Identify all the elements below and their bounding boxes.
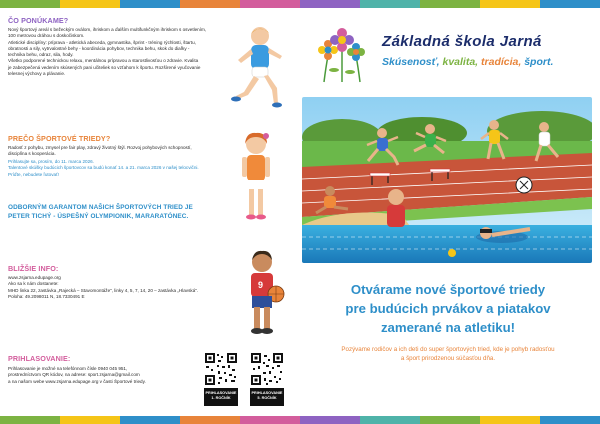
text-line: MHD linka 22, zastávka „Rajecká – Stavomontáže", linky 4, 5, 7, 14, 20 – zastávka „Hlavská".	[8, 287, 199, 293]
text-line: Radosť z pohybu, zmysel pre fair play, zdravý životný štýl. Rozvoj pohybových schopností,	[8, 145, 192, 150]
text-line: disciplína s kooperácia.	[8, 151, 56, 157]
info-title: BLIŽŠIE INFO:	[8, 264, 59, 273]
stripe-segment	[300, 0, 360, 8]
text-line: pre budúcich prvákov a piatakov	[345, 301, 551, 316]
why-text	[8, 145, 228, 158]
text-line: Všetko podporené technickou relaxu, mentálnou prípravou a starostlivosťou o zdravie. Kvalita	[8, 58, 199, 64]
stripe-segment	[120, 0, 180, 8]
text-line: Prihlasujte sa, prosím, do 11. marca 2026.	[8, 159, 94, 164]
info-text	[8, 275, 228, 300]
text-line: prostredníctvom QR kódov, na adrese: sport.zsjarna@gmail.com	[8, 372, 140, 378]
text-line: Atletické disciplíny: príprava - atletická abeceda, gymnastika, šprint - tréning rýchlosti, štartu,	[8, 39, 196, 45]
qr-label-first-grade: PRIHLASOVANIE 1. ROČNÍK	[204, 388, 238, 406]
text-line: Príďte, nebudete ľutovať!	[8, 171, 60, 177]
running-boy-illustration	[226, 24, 292, 110]
why-title: PREČO ŠPORTOVÉ TRIEDY?	[8, 134, 111, 143]
stripe-segment	[180, 0, 240, 8]
stripe-segment	[0, 416, 60, 424]
stripe-segment	[360, 416, 420, 424]
top-color-stripe	[0, 0, 600, 8]
text-line: obratnosti a sily, vytrvalostné behy - koordinácia pohybov, technika behu, skok do diaľky -	[8, 45, 190, 51]
athletics-illustration	[302, 97, 592, 263]
stripe-segment	[180, 416, 240, 424]
qr-code-first-grade[interactable]	[204, 352, 238, 386]
stripe-segment	[240, 416, 300, 424]
stripe-segment	[480, 0, 540, 8]
text-line: Talentové skúšky budúcich športovcov sa budú konať 14. a 21. marca 2026 v našej telocvični.	[8, 165, 199, 171]
text-line: PETER TICHÝ - ÚSPEŠNÝ OLYMPIONIK, MARARATÓNEC.	[8, 213, 189, 220]
text-line: Nový športový areál s bežeckým oválom, ihriskom a ďalším multifunkčným ihriskom s osvetlením,	[8, 27, 207, 32]
headline	[306, 280, 590, 337]
stripe-segment	[360, 0, 420, 8]
stripe-segment	[480, 416, 540, 424]
apply-text	[8, 366, 198, 385]
text-line: a šport prirodzenou súčasťou dňa.	[400, 355, 496, 362]
text-line: je zabezpečená vedením skúsených pani učiteliek so vzťahom k športu. Rozšírené vyučovanie	[8, 64, 201, 70]
offer-text	[8, 27, 228, 77]
school-name: Základná škola Jarná	[382, 33, 542, 50]
text-line: technika behu, odraz, sila, hody.	[8, 52, 74, 58]
text-line: ODBORNÝM GARANTOM NAŠICH ŠPORTOVÝCH TRIED JE	[8, 204, 193, 211]
why-highlight	[8, 159, 238, 178]
stripe-segment	[300, 416, 360, 424]
svg-text:9: 9	[258, 280, 264, 290]
stripe-segment	[540, 416, 600, 424]
offer-title: ČO PONÚKAME?	[8, 16, 69, 25]
invitation-text	[310, 345, 586, 363]
bottom-color-stripe	[0, 416, 600, 424]
qr-code-fifth-grade[interactable]	[250, 352, 284, 386]
basketball-boy-illustration	[238, 248, 288, 338]
stripe-segment	[120, 416, 180, 424]
school-motto	[382, 56, 553, 68]
stripe-segment	[240, 0, 300, 8]
apply-title: PRIHLASOVANIE:	[8, 354, 71, 363]
stripe-segment	[420, 416, 480, 424]
text-line: Pozývame rodičov a ich deti do super športových tried, kde je pohyb radosťou	[341, 346, 555, 353]
text-line: Poloha: 49.2098011 N, 18.7330491 E	[8, 293, 85, 299]
text-line: Prihlasovanie je možné na telefónnom čísle 0940 045 951,	[8, 366, 128, 371]
girl-illustration	[236, 130, 276, 222]
stripe-segment	[60, 416, 120, 424]
motto-word: tradícia,	[481, 56, 522, 68]
stripe-segment	[60, 0, 120, 8]
text-line: Ako sa k nám dostanete:	[8, 281, 59, 287]
text-line: www.zsjarna.edupage.org	[8, 275, 61, 280]
motto-word: Skúsenosť,	[382, 56, 440, 68]
text-line: zamerané na atletiku!	[380, 320, 516, 335]
qr-label-fifth-grade: PRIHLASOVANIE 5. ROČNÍK	[250, 388, 284, 406]
motto-word: kvalita,	[442, 56, 479, 68]
text-line: Otvárame nové športové triedy	[350, 282, 546, 297]
stripe-segment	[420, 0, 480, 8]
text-line: telesnej výchovy a plávanie.	[8, 71, 66, 77]
stripe-segment	[0, 0, 60, 8]
text-line: a na našom webe www.zsjarna.edupage.org v časti Športové triedy.	[8, 378, 146, 384]
text-line: 100 metrovou dráhou s doskočiskom.	[8, 33, 85, 39]
stripe-segment	[540, 0, 600, 8]
motto-word: šport.	[524, 56, 554, 68]
school-flower-logo	[314, 26, 370, 84]
guarantor-text	[8, 203, 193, 221]
